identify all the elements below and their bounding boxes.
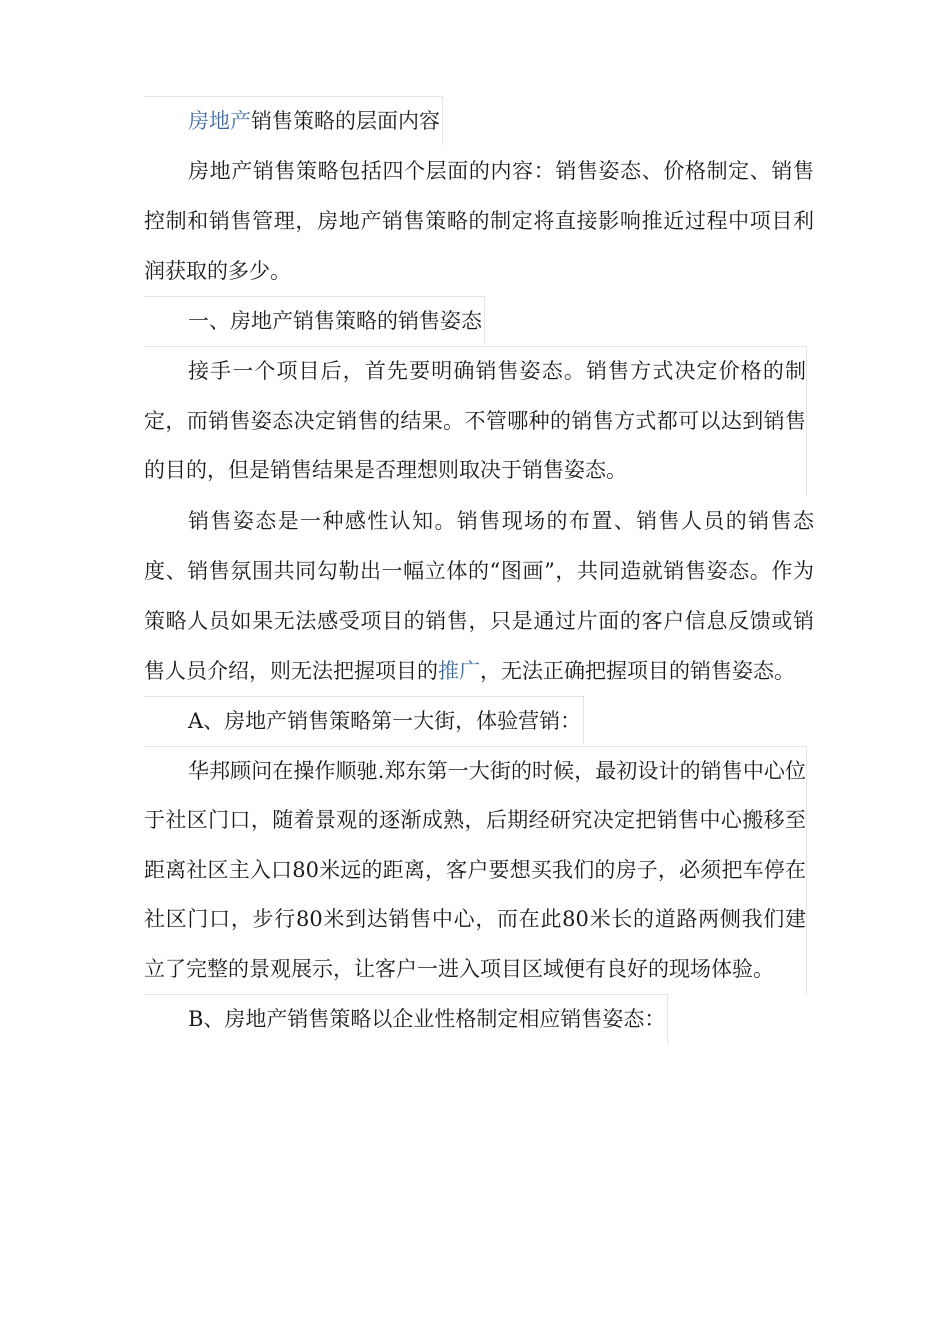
- section1-p2-before: 销售姿态是一种感性认知。销售现场的布置、销售人员的销售态度、销售氛围共同勾勒出一幅立体的“图画”，共同造就销售姿态。作为策略人员如果无法感受项目的销售，只是通过片面的客户信息反馈或销售人员介绍，则无法把握项目的: [144, 508, 814, 683]
- intro-paragraph: [144, 146, 814, 296]
- section1-paragraph-1: 接手一个项目后，首先要明确销售姿态。销售方式决定价格的制定，而销售姿态决定销售的结果。不管哪种的销售方式都可以达到销售的目的，但是销售结果是否理想则取决于销售姿态。: [144, 359, 806, 482]
- title-text: 销售策略的层面内容: [251, 109, 440, 133]
- section1-heading: 一、房地产销售策略的销售姿态: [144, 296, 485, 345]
- sub-b-heading: B、房地产销售策略以企业性格制定相应销售姿态：: [144, 994, 668, 1043]
- section1-paragraph-1-box: [144, 346, 807, 496]
- sub-a-paragraph-box: [144, 746, 807, 995]
- sub-a-paragraph: 华邦顾问在操作顺驰.郑东第一大街的时候，最初设计的销售中心位于社区门口，随着景观的逐渐成熟，后期经研究决定把销售中心搬移至距离社区主入口80米远的距离，客户要想买我们的房子，必须把车停在社区门口，步行80米到达销售中心，而在此80米长的道路两侧我们建立了完整的景观展示，让客户一进入项目区域便有良好的现场体验。: [144, 758, 806, 981]
- section1-paragraph-2: [144, 496, 814, 696]
- section-title: [144, 96, 443, 145]
- section1-p2-after: ，无法正确把握项目的销售姿态。: [480, 658, 795, 683]
- sub-a-heading: A、房地产销售策略第一大街，体验营销：: [144, 696, 584, 745]
- document-body: [144, 96, 814, 1044]
- title-link[interactable]: 房地产: [188, 109, 251, 133]
- promotion-link[interactable]: 推广: [438, 658, 480, 683]
- intro-text: 房地产销售策略包括四个层面的内容：销售姿态、价格制定、销售控制和销售管理，房地产销售策略的制定将直接影响推近过程中项目利润获取的多少。: [144, 159, 814, 283]
